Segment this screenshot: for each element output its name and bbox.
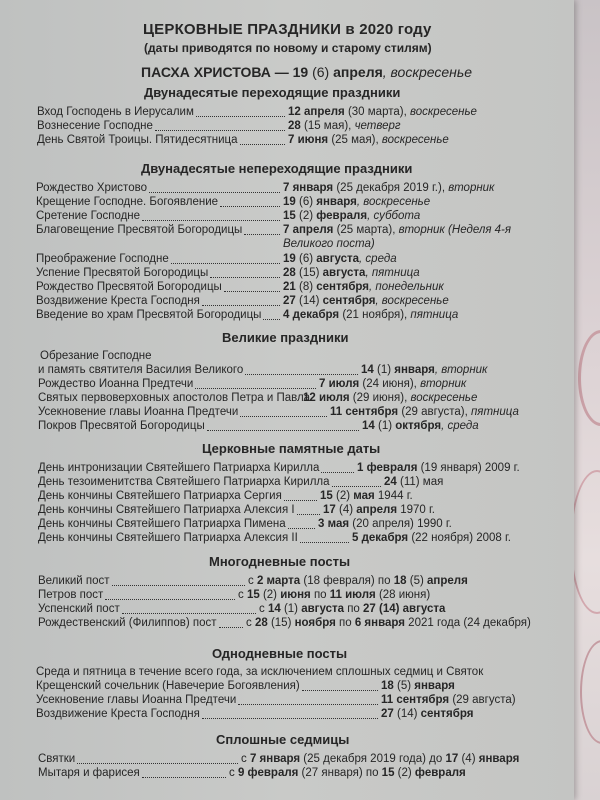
solid-value-a: с [241, 753, 250, 765]
fixed-item-value [283, 238, 375, 251]
great-value-italic: , вторник [434, 364, 488, 376]
fixed-value-rest: (6) [295, 196, 317, 208]
moving-value-rest: (25 мая), [328, 134, 382, 146]
oneday-value-bold: 18 [381, 680, 394, 692]
memorial-value-rest2: 1944 г. [374, 490, 413, 502]
fasts-value-b2: ноября [294, 617, 336, 629]
fixed-value-italic: , пятница [365, 267, 420, 279]
page-title: ЦЕРКОВНЫЕ ПРАЗДНИКИ в 2020 году [143, 21, 432, 38]
great-item-label: Рождество Иоанна Предтечи [38, 378, 194, 390]
pascha-date: 19 [292, 64, 309, 80]
oneday-item-label: Крещенский сочельник (Навечерие Богоявления) [36, 680, 300, 692]
fasts-value-b3: 27 (14) августа [363, 603, 446, 615]
fasts-value-m2: по [310, 589, 330, 601]
oneday-value-bold2: сентября [420, 708, 474, 720]
dot-leader [224, 290, 280, 292]
dot-leader [142, 219, 280, 221]
solid-value-b3: января [478, 753, 520, 765]
fixed-value-bold2: января [316, 196, 357, 208]
oneday-item-value [381, 680, 455, 693]
solid-value-b1: 9 февраля [237, 767, 299, 779]
fasts-value-b3: 6 января [354, 617, 405, 629]
memorial-value-bold: 3 мая [318, 518, 350, 530]
great-item-label: Усекновение главы Иоанна Предтечи [38, 406, 239, 418]
solid-value-m: (27 января) по [298, 767, 382, 779]
fasts-value-m: (2) [259, 589, 281, 601]
fixed-value-italic: , суббота [367, 210, 421, 222]
fixed-item-label: Преображение Господне [36, 253, 169, 265]
fixed-value-rest: (21 ноября), [339, 309, 411, 321]
great-value-italic: воскресенье [410, 392, 478, 404]
fixed-value-bold: 7 января [283, 182, 334, 194]
moving-item-value [288, 106, 477, 119]
oneday-value-rest: (29 августа) [449, 694, 516, 706]
oneday-value-bold2: января [414, 680, 455, 692]
memorial-value-bold: 15 [320, 490, 333, 502]
fasts-value-b2: июня [280, 589, 311, 601]
fixed-value-rest: (25 марта), [333, 224, 399, 236]
memorial-item-value [323, 504, 435, 517]
decor-swirl [570, 470, 600, 614]
memorial-item-label: День тезоименитства Святейшего Патриарха Кирилла [38, 476, 330, 488]
great-value-italic: , среда [441, 420, 479, 432]
great-item-value [303, 392, 477, 405]
great-value-italic: вторник [420, 378, 467, 390]
page-subtitle: (даты приводятся по новому и старому стилям) [144, 41, 432, 55]
great-item-value [319, 378, 466, 391]
fasts-value-b2: августа [301, 603, 344, 615]
fasts-item-value [248, 575, 468, 588]
pascha-line [141, 66, 472, 79]
fasts-value-b1: 14 [267, 603, 281, 615]
fixed-item-value [283, 267, 420, 280]
fasts-item-value [238, 589, 430, 602]
great-value-bold: 14 [361, 364, 374, 376]
fixed-value-rest: (15) [295, 267, 323, 279]
solid-value-b2: 17 [445, 753, 459, 765]
dot-leader [245, 373, 358, 375]
pascha-old: (6) [312, 64, 330, 80]
fixed-value-bold: 27 [283, 295, 296, 307]
fixed-item-label: Воздвижение Креста Господня [36, 295, 200, 307]
fasts-value-a: с [259, 603, 268, 615]
fasts-item-label: Рождественский (Филиппов) пост [38, 617, 217, 629]
fasts-item-label: Петров пост [38, 589, 104, 601]
moving-value-rest: (30 марта), [344, 106, 410, 118]
fixed-item-value [283, 210, 420, 223]
oneday-item-value [381, 694, 516, 707]
dot-leader [288, 527, 315, 529]
memorial-value-rest2: 1970 г. [397, 504, 435, 516]
fixed-item-value [283, 281, 444, 294]
memorial-item-value [352, 532, 511, 545]
moving-value-rest: (15 мая), [300, 120, 355, 132]
dot-leader [142, 776, 226, 778]
great-item-label: Святых первоверховных апостолов Петра и Павла [38, 392, 311, 404]
fixed-item-value [283, 224, 511, 237]
fixed-item-value [283, 182, 495, 195]
fixed-value-italic: , понедельник [369, 281, 444, 293]
solid-value-a: с [229, 767, 238, 779]
great-value-italic: пятница [470, 406, 519, 418]
fixed-value-rest: (14) [295, 295, 323, 307]
fixed-item-value [283, 253, 397, 266]
fasts-value-m: (1) [280, 603, 302, 615]
great-item-value [330, 406, 519, 419]
fasts-value-e: (28 июня) [375, 589, 431, 601]
memorial-item-value [318, 518, 452, 531]
fixed-item-label: Введение во храм Пресвятой Богородицы [36, 309, 262, 321]
dot-leader [302, 689, 378, 691]
fixed-item-label: Успение Пресвятой Богородицы [36, 267, 209, 279]
fasts-value-a: с [246, 617, 255, 629]
fixed-value-bold: 19 [283, 253, 296, 265]
dot-leader [238, 703, 378, 705]
fasts-item-value [259, 603, 445, 616]
dot-leader [112, 584, 245, 586]
dot-leader [149, 191, 280, 193]
great-item-value [361, 364, 487, 377]
moving-item-value [288, 120, 401, 133]
oneday-item-label: Воздвижение Креста Господня [36, 708, 200, 720]
great-value-rest: (29 июня), [349, 392, 411, 404]
great-item-label: Покров Пресвятой Богородицы [38, 420, 205, 432]
fixed-value-italic: , воскресенье [375, 295, 449, 307]
great-item-label: и память святителя Василия Великого [38, 364, 244, 376]
fasts-value-b1: 15 [246, 589, 260, 601]
memorial-value-bold: 17 [323, 504, 336, 516]
section-heading-great: Великие праздники [222, 330, 349, 345]
dot-leader [240, 415, 327, 417]
fixed-value-italic: , среда [359, 253, 397, 265]
memorial-item-value [320, 490, 413, 503]
fixed-value-bold2: августа [316, 253, 360, 265]
fixed-item-label: Рождество Пресвятой Богородицы [36, 281, 222, 293]
solid-item-value [229, 767, 466, 780]
section-heading-oneday: Однодневные посты [212, 646, 348, 661]
memorial-value-bold2: мая [353, 490, 375, 502]
great-value-bold: 7 июля [319, 378, 360, 390]
moving-value-bold: 28 [288, 120, 301, 132]
fixed-value-italic: , воскресенье [356, 196, 431, 208]
dot-leader [196, 115, 285, 117]
pascha-day: , воскресенье [382, 64, 473, 80]
great-value-rest: (29 августа), [398, 406, 471, 418]
fixed-value-italic: вторник [448, 182, 495, 194]
memorial-item-value [384, 476, 443, 489]
memorial-item-label: День кончины Святейшего Патриарха Сергия [38, 490, 282, 502]
memorial-item-label: День интронизации Святейшего Патриарха Кирилла [38, 462, 320, 474]
fasts-value-m2: по [335, 617, 355, 629]
great-value-rest: (24 июня), [359, 378, 421, 390]
fixed-value-rest: (8) [295, 281, 317, 293]
memorial-value-rest: (19 января) 2009 г. [417, 462, 520, 474]
fasts-value-a: с [238, 589, 247, 601]
section-heading-memorial: Церковные памятные даты [202, 441, 381, 456]
fixed-item-label: Благовещение Пресвятой Богородицы [36, 224, 243, 236]
fixed-value-bold2: февраля [316, 210, 368, 222]
memorial-value-bold: 24 [384, 476, 397, 488]
great-value-bold2: января [394, 364, 435, 376]
section-heading-moving: Двунадесятые переходящие праздники [144, 85, 401, 100]
memorial-value-rest: (20 апреля) 1990 г. [349, 518, 452, 530]
solid-value-b1: 7 января [249, 753, 301, 765]
memorial-item-label: День кончины Святейшего Патриарха Алексия I [38, 504, 295, 516]
dot-leader [244, 233, 280, 235]
moving-value-bold: 7 июня [288, 134, 329, 146]
fasts-value-m2: по [344, 603, 364, 615]
fasts-value-b3: 11 июля [329, 589, 376, 601]
dot-leader [284, 499, 317, 501]
fasts-item-label: Великий пост [38, 575, 110, 587]
solid-value-b3: февраля [414, 767, 466, 779]
decor-swirl [580, 640, 600, 744]
fixed-item-value [283, 309, 458, 322]
fixed-value-rest: (6) [295, 253, 317, 265]
fixed-value-bold: 21 [283, 281, 296, 293]
solid-item-value [241, 753, 519, 766]
fixed-item-value [283, 196, 430, 209]
fixed-value-bold2: сентября [316, 281, 370, 293]
fasts-value-b1: 2 марта [256, 575, 301, 587]
decor-swirl [578, 330, 600, 426]
fasts-value-e: 2021 года (24 декабря) [404, 617, 531, 629]
dot-leader [77, 762, 238, 764]
dot-leader [171, 262, 280, 264]
fixed-item-label: Рождество Христово [36, 182, 147, 194]
fasts-value-m2: (5) [406, 575, 428, 587]
fixed-item-label: Крещение Господне. Богоявление [36, 196, 219, 208]
memorial-value-rest: (22 ноября) 2008 г. [408, 532, 511, 544]
solid-value-m: (25 декабря 2019 года) до [300, 753, 446, 765]
fixed-value-bold: 4 декабря [283, 309, 340, 321]
moving-value-italic: воскресенье [381, 134, 449, 146]
oneday-item-value [381, 708, 473, 721]
moving-item-label: Вознесение Господне [37, 120, 153, 132]
oneday-intro: Среда и пятница в течение всего года, за исключением сплошных седмиц и Святок [36, 666, 484, 678]
fixed-value-bold: 28 [283, 267, 296, 279]
memorial-item-value [357, 462, 520, 475]
section-heading-fasts: Многодневные посты [209, 554, 351, 569]
moving-value-bold: 12 апреля [288, 106, 345, 118]
dot-leader [155, 129, 285, 131]
fasts-item-label: Успенский пост [38, 603, 120, 615]
fasts-value-b2: 18 [393, 575, 407, 587]
fixed-value-bold: 15 [283, 210, 296, 222]
dot-leader [300, 541, 349, 543]
great-value-bold2: октября [395, 420, 442, 432]
oneday-value-bold: 27 [381, 708, 394, 720]
solid-value-m2: (2) [394, 767, 415, 779]
fixed-value-bold2: сентября [322, 295, 376, 307]
great-intro: Обрезание Господне [40, 350, 152, 362]
memorial-value-rest: (11) мая [396, 476, 444, 488]
dot-leader [202, 717, 378, 719]
memorial-value-bold2: апреля [356, 504, 398, 516]
solid-value-m2: (4) [458, 753, 479, 765]
fixed-value-italic: пятница [410, 309, 459, 321]
fixed-value-bold: 7 апреля [283, 224, 334, 236]
dot-leader [105, 598, 235, 600]
dot-leader [263, 318, 280, 320]
fixed-value-italic: вторник (Неделя 4-я [398, 224, 512, 236]
fixed-value-bold2: августа [322, 267, 366, 279]
great-value-rest: (1) [374, 420, 396, 432]
great-value-bold: 11 сентября [330, 406, 399, 418]
memorial-value-rest: (2) [332, 490, 354, 502]
moving-item-label: День Святой Троицы. Пятидесятница [37, 134, 238, 146]
dot-leader [240, 143, 285, 145]
fasts-item-value [246, 617, 531, 630]
pascha-month: апреля [333, 64, 383, 80]
fixed-value-rest: (25 декабря 2019 г.), [333, 182, 449, 194]
fixed-value-bold: 19 [283, 196, 296, 208]
moving-value-italic: воскресенье [409, 106, 477, 118]
dot-leader [207, 429, 359, 431]
solid-item-label: Святки [38, 753, 76, 765]
moving-item-label: Вход Господень в Иерусалим [37, 106, 194, 118]
pascha-name: ПАСХА ХРИСТОВА — [141, 64, 289, 80]
fasts-value-m: (15) [267, 617, 295, 629]
dot-leader [332, 485, 381, 487]
great-value-rest: (1) [373, 364, 395, 376]
memorial-item-label: День кончины Святейшего Патриарха Пимена [38, 518, 286, 530]
dot-leader [202, 304, 280, 306]
oneday-value-rest: (14) [393, 708, 421, 720]
fixed-value-italic: Великого поста) [283, 238, 375, 250]
fixed-value-rest: (2) [295, 210, 317, 222]
great-value-bold: 14 [362, 420, 375, 432]
solid-item-label: Мытаря и фарисея [38, 767, 140, 779]
great-value-bold: 12 июля [303, 392, 350, 404]
oneday-value-rest: (5) [393, 680, 415, 692]
section-heading-solid: Сплошные седмицы [216, 732, 350, 747]
fixed-item-value [283, 295, 449, 308]
solid-value-b2: 15 [381, 767, 395, 779]
memorial-value-bold: 5 декабря [352, 532, 409, 544]
memorial-item-label: День кончины Святейшего Патриарха Алексия II [38, 532, 298, 544]
fasts-value-a: с [248, 575, 257, 587]
fasts-value-b1: 28 [254, 617, 268, 629]
dot-leader [210, 276, 280, 278]
oneday-item-label: Усекновение главы Иоанна Предтечи [36, 694, 237, 706]
fasts-value-b3: апреля [427, 575, 468, 587]
fasts-value-m: (18 февраля) по [300, 575, 394, 587]
memorial-value-bold: 1 февраля [357, 462, 418, 474]
dot-leader [321, 471, 354, 473]
dot-leader [122, 612, 256, 614]
dot-leader [297, 513, 320, 515]
moving-value-italic: четверг [354, 120, 401, 132]
oneday-value-bold: 11 сентября [381, 694, 450, 706]
dot-leader [219, 626, 243, 628]
fixed-item-label: Сретение Господне [36, 210, 141, 222]
moving-item-value [288, 134, 449, 147]
dot-leader [195, 387, 316, 389]
great-item-value [362, 420, 479, 433]
memorial-value-rest: (4) [335, 504, 357, 516]
section-heading-fixed: Двунадесятые непереходящие праздники [141, 161, 413, 176]
dot-leader [220, 205, 280, 207]
